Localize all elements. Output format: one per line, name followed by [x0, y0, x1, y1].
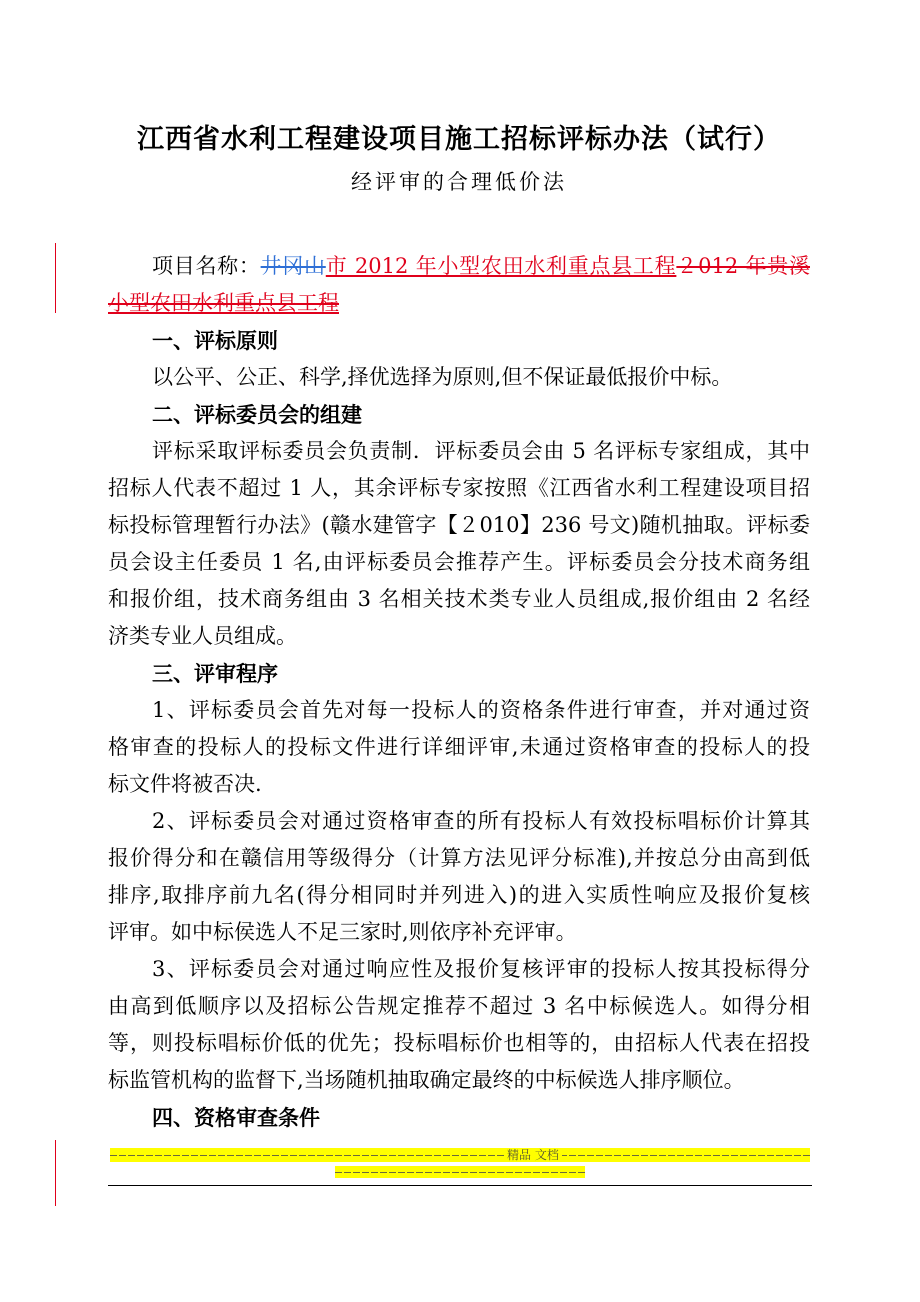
document-body — [108, 248, 810, 1136]
paragraph-line: 济类专业人员组成。 — [108, 624, 297, 648]
paragraph-line: 标文件将被否决. — [108, 772, 262, 796]
footer-highlight-band — [110, 1148, 810, 1162]
paragraph-line: 排序,取排序前九名(得分相同时并列进入)的进入实质性响应及报价复核 — [108, 883, 810, 907]
paragraph-line: 标投标管理暂行办法》(赣水建管字【２010】236 号文)随机抽取。评标委 — [108, 513, 810, 537]
paragraph-line: 员会设主任委员 1 名,由评标委员会推荐产生。评标委员会分技术商务组 — [108, 550, 810, 574]
section-heading: 四、资格审查条件 — [152, 1105, 320, 1130]
section-heading: 一、评标原则 — [152, 328, 278, 353]
paragraph-line: 由高到低顺序以及招标公告规定推荐不超过 3 名中标候选人。如得分相 — [108, 994, 810, 1018]
inserted-text: 市 2012 年小型农田水利重点县工程 — [325, 254, 677, 278]
section-heading: 三、评审程序 — [152, 661, 278, 686]
footer-watermark: 精品 文档 — [504, 1148, 562, 1162]
revision-bar — [55, 243, 56, 313]
paragraph-line: 评审。如中标侯选人不足三家时,则依序补充评审。 — [108, 920, 577, 944]
paragraph-line: 评标采取评标委员会负责制．评标委员会由 5 名评标专家组成，其中 — [152, 439, 810, 463]
project-name-line — [108, 285, 810, 322]
footer-highlight-band — [335, 1166, 585, 1178]
deleted-text: 井冈山 — [260, 254, 326, 278]
paragraph-line: 招标人代表不超过 1 人，其余评标专家按照《江西省水利工程建设项目招 — [108, 476, 810, 500]
project-name-line — [108, 248, 810, 285]
document-title: 江西省水利工程建设项目施工招标评标办法（试行） — [137, 124, 781, 155]
paragraph-line: 标监管机构的监督下,当场随机抽取确定最终的中标候选人排序顺位。 — [108, 1068, 745, 1092]
paragraph-line: 3、评标委员会对通过响应性及报价复核评审的投标人按其投标得分 — [152, 957, 810, 981]
deleted-text: ２012 年贵溪 — [676, 254, 810, 278]
paragraph-line: 2、评标委员会对通过资格审查的所有投标人有效投标唱标价计算其 — [152, 809, 810, 833]
paragraph-line: 以公平、公正、科学,择优选择为原则,但不保证最低报价中标。 — [152, 365, 733, 389]
paragraph-line: 1、评标委员会首先对每一投标人的资格条件进行审查，并对通过资 — [152, 698, 810, 722]
document-subtitle: 经评审的合理低价法 — [351, 170, 567, 194]
paragraph-line: 等，则投标唱标价低的优先；投标唱标价也相等的，由招标人代表在招投 — [108, 1031, 810, 1055]
section-heading: 二、评标委员会的组建 — [152, 402, 362, 427]
footer-rule — [108, 1185, 812, 1186]
paragraph-line: 和报价组，技术商务组由 3 名相关技术类专业人员组成,报价组由 2 名经 — [108, 587, 810, 611]
project-name-label: 项目名称： — [152, 254, 261, 278]
paragraph-line: 格审查的投标人的投标文件进行详细评审,未通过资格审查的投标人的投 — [108, 735, 810, 759]
paragraph-line: 报价得分和在赣信用等级得分（计算方法见评分标准),并按总分由高到低 — [108, 846, 810, 870]
revision-bar — [55, 1140, 56, 1206]
deleted-text: 小型农田水利重点县工程 — [108, 291, 339, 315]
